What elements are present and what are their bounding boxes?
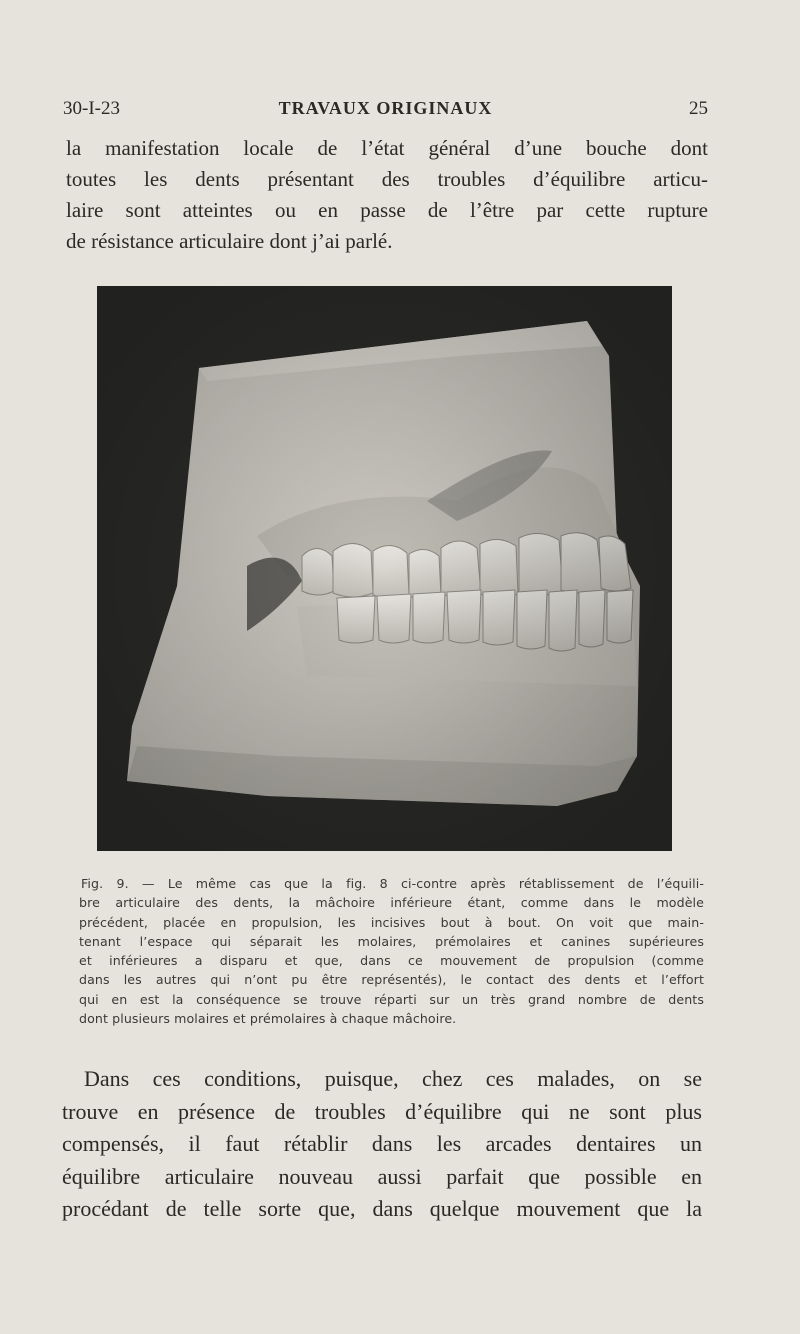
text-line: équilibre articulaire nouveau aussi parfait que possible en — [62, 1163, 702, 1189]
header-section-title: TRAVAUX ORIGINAUX — [278, 98, 493, 118]
caption-line: Fig. 9. — Le même cas que la fig. 8 ci-contre après rétablissement de l’équili- — [81, 876, 704, 891]
caption-line: qui en est la conséquence se trouve réparti sur un très grand nombre de dents — [79, 991, 704, 1007]
figure-caption — [79, 874, 704, 1028]
caption-line: dans les autres qui n’ont pu être représentés), le contact des dents et l’effort — [79, 972, 704, 988]
running-header — [63, 98, 708, 124]
text-line: toutes les dents présentant des troubles d’équilibre articu- — [66, 167, 708, 191]
caption-line: tenant l’espace qui séparait les molaires, prémolaires et canines supérieures — [79, 933, 704, 949]
text-line: trouve en présence de troubles d’équilibre qui ne sont plus — [62, 1098, 702, 1124]
text-line: laire sont atteintes ou en passe de l’être par cette rupture — [66, 198, 708, 222]
header-date: 30-I-23 — [63, 98, 120, 119]
caption-line: et inférieures a disparu et que, dans ce mouvement de propulsion (comme — [79, 953, 704, 969]
text-line: compensés, il faut rétablir dans les arcades dentaires un — [62, 1131, 702, 1156]
text-line: procédant de telle sorte que, dans quelque mouvement que la — [62, 1196, 702, 1221]
text-line: la manifestation locale de l’état général d’une bouche dont — [66, 136, 708, 160]
text-line: de résistance articulaire dont j’ai parlé. — [66, 229, 393, 253]
dental-cast-image — [97, 286, 672, 851]
caption-line: précédent, placée en propulsion, les incisives bout à bout. On voit que main- — [79, 914, 704, 930]
page-number: 25 — [689, 98, 708, 119]
text-line: Dans ces conditions, puisque, chez ces malades, on se — [84, 1066, 702, 1091]
caption-line: dont plusieurs molaires et prémolaires à chaque mâchoire. — [79, 1011, 457, 1027]
body-paragraph — [62, 1063, 702, 1226]
dental-cast-photograph — [97, 286, 672, 851]
caption-line: bre articulaire des dents, la mâchoire inférieure étant, comme dans le modèle — [79, 895, 704, 911]
intro-paragraph — [66, 133, 708, 257]
